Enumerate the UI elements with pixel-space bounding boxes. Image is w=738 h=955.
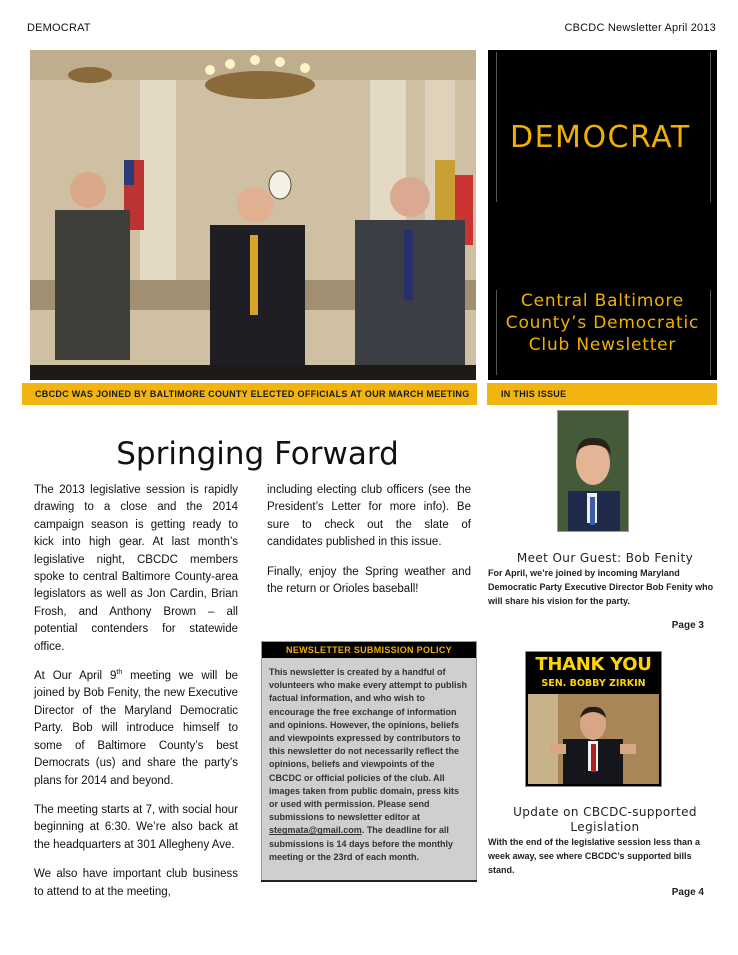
meeting-photo-illustration <box>30 50 476 380</box>
article-paragraph: The meeting starts at 7, with social hour beginning at 6:30. We’re also back at the headquarters at 301 Allegheny Ave. <box>34 803 238 851</box>
editor-email-link[interactable]: stegmata@gmail.com <box>269 825 362 836</box>
article-paragraph: Finally, enjoy the Spring weather and the return or Orioles baseball! <box>267 565 471 596</box>
article-paragraph: The 2013 legislative session is rapidly drawing to a close and the 2014 campaign season is getting ready to kick into high gear. At last month’s legislative night, CBCDC members spoke to central Baltimore County-area legislators as well as Jon Cardin, Brian Frosh, and Anthony Brown – all potential contenders for statewide office. <box>34 484 238 653</box>
article-paragraph: At Our April 9th meeting we will be joined by Bob Fenity, the new Executive Director of the Maryland Democratic Party. Bob will introduce himself to some of Baltimore County’s best Democrats (us) and share the party’s plans for 2014 and beyond. <box>34 669 239 787</box>
story-summary: With the end of the legislative session less than a week away, see where CBCDC’s supported bills stand. <box>488 837 700 875</box>
page-link[interactable]: Page 4 <box>671 887 704 898</box>
story-title: Meet Our Guest: Bob Fenity <box>516 551 694 565</box>
submission-policy-box <box>261 641 477 881</box>
thank-you-zirkin-image <box>525 651 662 787</box>
article-title: Springing Forward <box>116 436 399 472</box>
photo-caption: CBCDC WAS JOINED BY BALTIMORE COUNTY ELECTED OFFICIALS AT OUR MARCH MEETING <box>35 389 470 399</box>
policy-divider <box>261 880 477 882</box>
masthead-subtitle <box>488 290 717 356</box>
story-summary: For April, we’re joined by incoming Maryland Democratic Party Executive Director Bob Fenity who will share his vision for the party. <box>488 568 714 606</box>
masthead-subtitle-line: Club Newsletter <box>528 335 677 355</box>
masthead-title: DEMOCRAT <box>510 120 691 155</box>
submission-policy-text: This newsletter is created by a handful of volunteers who make every attempt to publish factual information, and who wish to encourage the free exchange of information and opinions. However, the opinions, beliefs and viewpoints expressed by contributors to this newsletter do not necessarily reflect the opinions, beliefs and viewpoints of the CBCDC or official policies of the club. All images taken from public domain, press kits or used with permission. Please send submissions to newsletter editor at stegmata@gmail.com. The deadline for all submissions is 14 days before the monthly meeting or the 23rd of each month. <box>269 667 468 862</box>
masthead-subtitle-line: Central Baltimore <box>520 291 685 311</box>
article-column-2 <box>267 482 471 610</box>
article-paragraph: We also have important club business to attend to at the meeting, <box>34 868 238 898</box>
masthead <box>488 50 717 380</box>
in-this-issue-heading: IN THIS ISSUE <box>501 389 567 399</box>
page-link[interactable]: Page 3 <box>671 620 704 631</box>
thank-you-image-title: THANK YOU <box>535 654 652 675</box>
story-title: Update on CBCDC-supported Legislation <box>513 805 697 834</box>
header-publication: DEMOCRAT <box>27 22 91 34</box>
photo-caption-bar <box>22 383 477 405</box>
meeting-photo <box>30 50 476 380</box>
article-paragraph: including electing club officers (see the President’s Letter for more info). Be sure to check out the slate of candidates published in this issue. <box>267 484 471 549</box>
submission-policy-heading: NEWSLETTER SUBMISSION POLICY <box>262 642 476 658</box>
thank-you-image-subtitle: SEN. BOBBY ZIRKIN <box>541 678 646 689</box>
senator-photo <box>528 694 659 784</box>
in-this-issue-bar <box>487 383 717 405</box>
masthead-subtitle-line: County’s Democratic <box>505 313 700 333</box>
header-issue: CBCDC Newsletter April 2013 <box>564 22 716 34</box>
bob-fenity-photo <box>557 410 629 532</box>
article-column-1 <box>34 482 238 913</box>
